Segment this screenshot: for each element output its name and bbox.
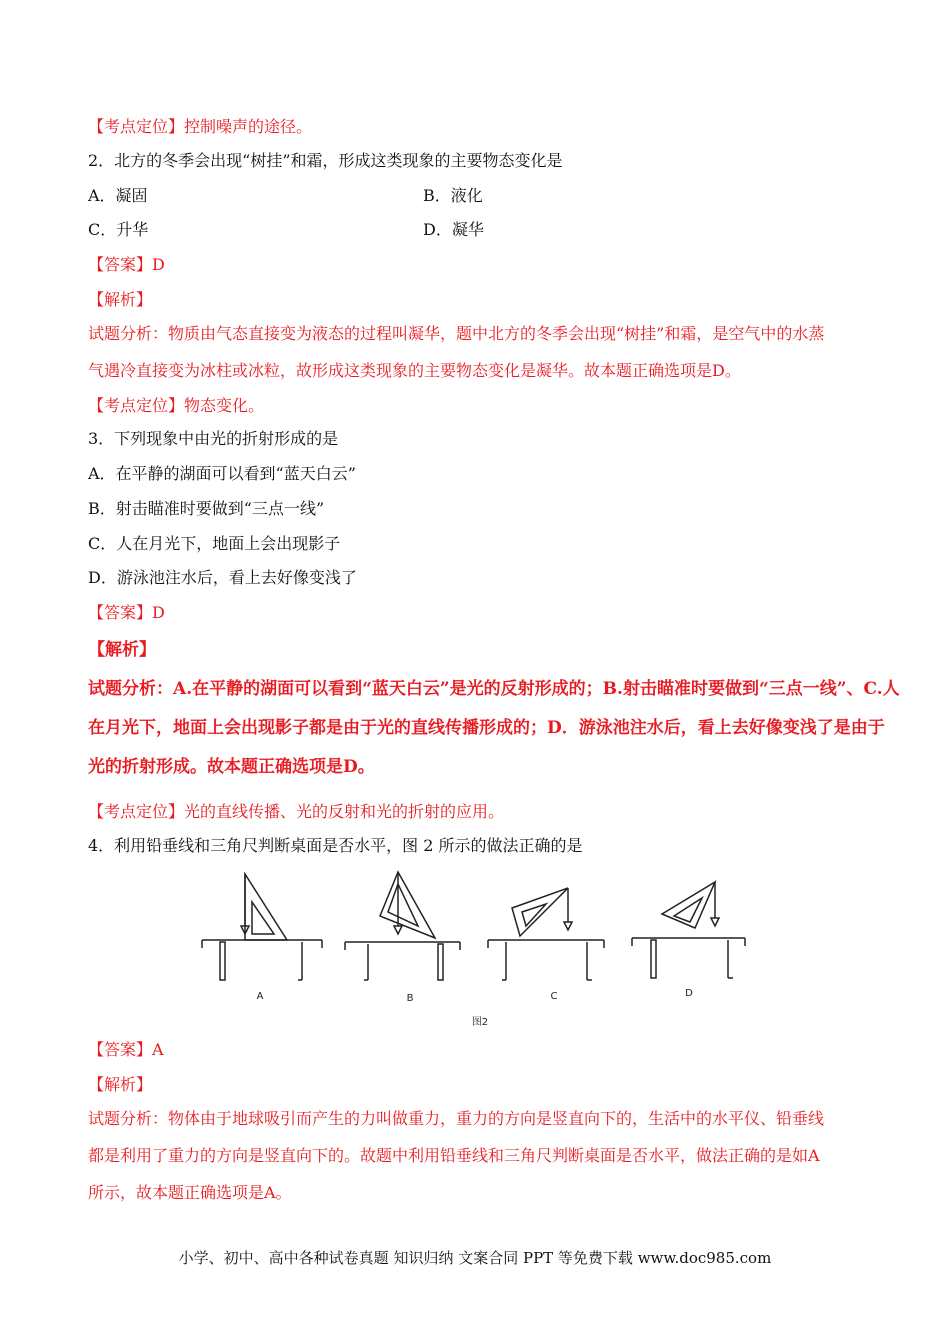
q3-option-c: C．人在月光下，地面上会出现影子 (88, 534, 341, 553)
figure-label-b: B (406, 993, 414, 1004)
page-footer: 小学、初中、高中各种试卷真题 知识归纳 文案合同 PPT 等免费下载 www.doc985.com (178, 1249, 772, 1267)
q2-jiexi-heading: 【解析】 (88, 290, 153, 309)
q3-analysis-line-3: 光的折射形成。故本题正确选项是D。 (88, 757, 375, 777)
figure-a-setup (202, 874, 322, 980)
q3-stem: 3．下列现象中由光的折射形成的是 (88, 429, 339, 448)
q3-option-d: D．游泳池注水后，看上去好像变浅了 (88, 568, 357, 587)
q2-option-a: A．凝固 (88, 186, 148, 205)
q2-option-row-1 (88, 186, 148, 206)
q4-jiexi-heading: 【解析】 (88, 1075, 153, 1094)
figure-label-c: C (550, 991, 558, 1002)
q4-analysis-line-2: 都是利用了重力的方向是竖直向下的。故题中利用铅垂线和三角尺判断桌面是否水平，做法正确的是如A (88, 1146, 820, 1165)
figure-caption: 图2 (471, 1017, 489, 1028)
q2-answer: 【答案】D (88, 255, 165, 274)
q3-answer: 【答案】D (88, 603, 165, 622)
q4-answer: 【答案】A (88, 1040, 164, 1059)
q4-stem: 4．利用铅垂线和三角尺判断桌面是否水平，图 2 所示的做法正确的是 (88, 836, 583, 855)
q3-analysis-line-2: 在月光下，地面上会出现影子都是由于光的直线传播形成的；D．游泳池注水后，看上去好像变浅了是由于 (88, 718, 885, 738)
q4-analysis-line-1: 试题分析：物体由于地球吸引而产生的力叫做重力，重力的方向是竖直向下的，生活中的水平仪、铅垂线 (88, 1109, 825, 1128)
q2-option-c: C．升华 (88, 220, 149, 239)
q3-option-a: A．在平静的湖面可以看到“蓝天白云” (88, 464, 356, 483)
q1-kaodian: 【考点定位】控制噪声的途径。 (88, 117, 313, 136)
q2-analysis-line-2: 气遇冷直接变为冰柱或冰粒，故形成这类现象的主要物态变化是凝华。故本题正确选项是D。 (88, 361, 741, 380)
figure-c-setup (488, 888, 604, 980)
q4-figure (190, 868, 760, 1033)
q2-option-d: D．凝华 (423, 220, 484, 239)
figure-label-a: A (256, 991, 264, 1002)
q3-jiexi-heading: 【解析】 (88, 640, 156, 660)
q2-option-b: B．液化 (423, 186, 483, 205)
q2-kaodian: 【考点定位】物态变化。 (88, 396, 265, 415)
q4-analysis-line-3: 所示，故本题正确选项是A。 (88, 1183, 292, 1202)
q3-analysis-line-1: 试题分析：A.在平静的湖面可以看到“蓝天白云”是光的反射形成的；B.射击瞄准时要做到“三点一线”、C.人 (88, 679, 900, 699)
q3-option-b: B．射击瞄准时要做到“三点一线” (88, 499, 325, 518)
q2-analysis-line-1: 试题分析：物质由气态直接变为液态的过程叫凝华，题中北方的冬季会出现“树挂”和霜，是空气中的水蒸 (88, 324, 825, 343)
q2-stem: 2．北方的冬季会出现“树挂”和霜，形成这类现象的主要物态变化是 (88, 151, 563, 170)
q3-kaodian: 【考点定位】光的直线传播、光的反射和光的折射的应用。 (88, 802, 505, 821)
figure-b-setup (345, 872, 460, 980)
figure-d-setup (632, 882, 745, 978)
figure-label-d: D (685, 988, 693, 999)
